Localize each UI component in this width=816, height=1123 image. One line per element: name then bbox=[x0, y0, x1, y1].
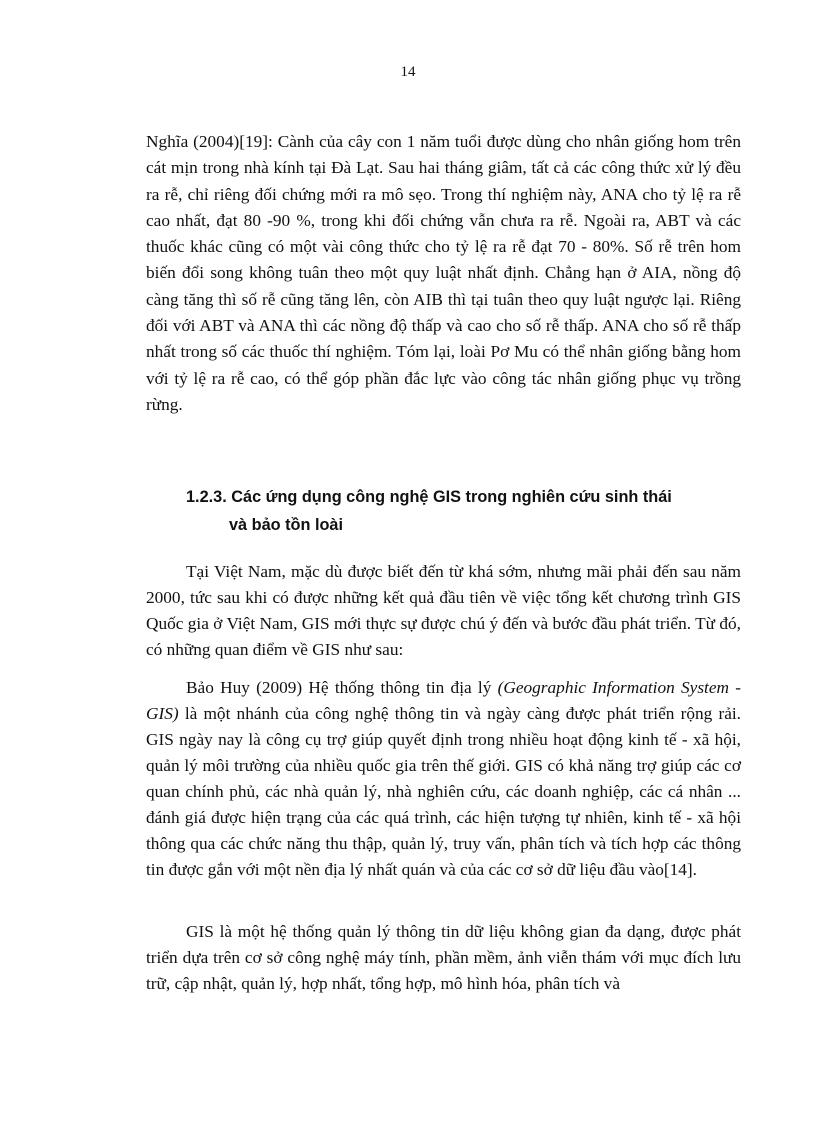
paragraph-gis-definition-end: là một nhánh của công nghệ thông tin và ngày càng được phát triển rộng rải. GIS ngày nay là công cụ trợ giúp quyết định trong nhiều hoạt động kinh tế - xã hội, quản lý môi trường của nhiều quốc gia trên thế giới. GIS có khả năng trợ giúp các cơ quan chính phủ, các nhà quản lý, nhà nghiên cứu, các doanh nghiệp, các cá nhân ... đánh giá được hiện trạng của các quá trình, các hiện tượng tự nhiên, kinh tế - xã hội thông qua các chức năng thu thập, quản lý, truy vấn, phân tích và tích hợp các thông tin được gắn với một nền địa lý nhất quán và của các cơ sở dữ liệu đầu vào[14]. bbox=[146, 704, 741, 879]
paragraph-gis-definition-start: Bảo Huy (2009) Hệ thống thông tin địa lý bbox=[186, 678, 498, 697]
section-heading bbox=[186, 483, 746, 539]
paragraph-gis-vietnam: Tại Việt Nam, mặc dù được biết đến từ khá sớm, nhưng mãi phải đến sau năm 2000, tức sau khi có được những kết quả đầu tiên về việc tổng kết chương trình GIS Quốc gia ở Việt Nam, GIS mới thực sự được chú ý đến và bước đầu phát triển. Từ đó, có những quan điểm về GIS như sau: bbox=[146, 562, 741, 659]
section-heading-line-1: 1.2.3. Các ứng dụng công nghệ GIS trong nghiên cứu sinh thái bbox=[186, 488, 672, 506]
paragraph-gis-definition bbox=[146, 675, 741, 883]
page-number: 14 bbox=[400, 64, 416, 80]
paragraph-gis-system: GIS là một hệ thống quản lý thông tin dữ liệu không gian đa dạng, được phát triển dựa trên cơ sở công nghệ máy tính, phần mềm, ảnh viễn thám với mục đích lưu trữ, cập nhật, quản lý, hợp nhất, tổng hợp, mô hình hóa, phân tích và bbox=[146, 922, 741, 993]
paragraph-propagation-results: Nghĩa (2004)[19]: Cành của cây con 1 năm tuổi được dùng cho nhân giống hom trên cát mịn trong nhà kính tại Đà Lạt. Sau hai tháng giâm, tất cả các công thức xử lý đều ra rễ, chỉ riêng đối chứng mới ra mô sẹo. Trong thí nghiệm này, ANA cho tỷ lệ ra rễ cao nhất, đạt 80 -90 %, trong khi đối chứng vẫn chưa ra rễ. Ngoài ra, ABT và các thuốc khác cũng có một vài công thức cho tỷ lệ ra rễ đạt 70 - 80%. Số rễ trên hom biến đổi song không tuân theo một quy luật nhất định. Chẳng hạn ở AIA, nồng độ càng tăng thì số rễ cũng tăng lên, còn AIB thì tại tuân theo quy luật ngược lại. Riêng đối với ABT và ANA thì các nồng độ thấp và cao cho số rễ thấp. ANA cho số rễ thấp nhất trong số các thuốc thí nghiệm. Tóm lại, loài Pơ Mu có thể nhân giống bằng hom với tỷ lệ ra rễ cao, có thể góp phần đắc lực vào công tác nhân giống phục vụ trồng rừng. bbox=[146, 132, 741, 414]
section-heading-line-2: và bảo tồn loài bbox=[229, 516, 343, 534]
paragraph-gis-definition-italic: (Geographic Information System - GIS) bbox=[146, 678, 741, 723]
